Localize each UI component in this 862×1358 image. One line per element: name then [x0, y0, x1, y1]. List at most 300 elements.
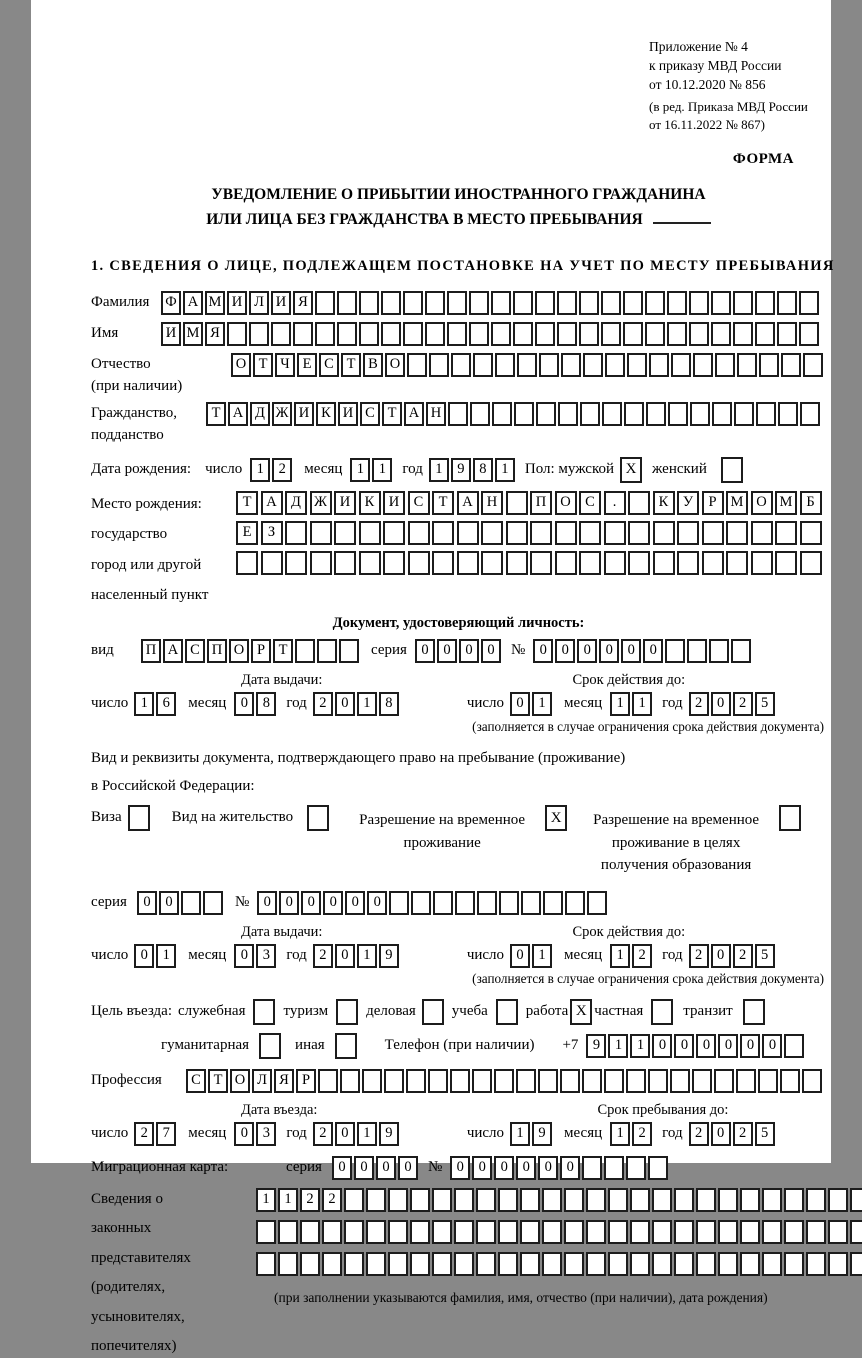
char-cell[interactable]: [781, 353, 801, 377]
char-cell[interactable]: [648, 1069, 668, 1093]
char-cell[interactable]: Л: [249, 291, 269, 315]
char-cell[interactable]: О: [231, 353, 251, 377]
char-cell[interactable]: [293, 322, 313, 346]
char-cell[interactable]: [628, 521, 650, 545]
char-cell[interactable]: [322, 1252, 342, 1276]
char-cell[interactable]: [850, 1188, 862, 1212]
char-cell[interactable]: 0: [159, 891, 179, 915]
char-cell[interactable]: Т: [208, 1069, 228, 1093]
char-cell[interactable]: [784, 1034, 804, 1058]
char-cell[interactable]: [630, 1252, 650, 1276]
char-cell[interactable]: 0: [711, 692, 731, 716]
char-cell[interactable]: [850, 1220, 862, 1244]
purpose-transit-checkbox[interactable]: [743, 999, 765, 1025]
char-cell[interactable]: 0: [652, 1034, 672, 1058]
char-cell[interactable]: [403, 322, 423, 346]
char-cell[interactable]: [623, 322, 643, 346]
char-cell[interactable]: [492, 402, 512, 426]
char-cell[interactable]: [557, 291, 577, 315]
char-cell[interactable]: С: [185, 639, 205, 663]
char-cell[interactable]: [653, 521, 675, 545]
char-cell[interactable]: С: [360, 402, 380, 426]
char-cell[interactable]: [337, 322, 357, 346]
char-cell[interactable]: Н: [426, 402, 446, 426]
char-cell[interactable]: [630, 1220, 650, 1244]
char-cell[interactable]: Т: [273, 639, 293, 663]
purpose-private-checkbox[interactable]: [651, 999, 673, 1025]
char-cell[interactable]: [538, 1069, 558, 1093]
char-cell[interactable]: [806, 1252, 826, 1276]
char-cell[interactable]: [649, 353, 669, 377]
char-cell[interactable]: [256, 1220, 276, 1244]
char-cell[interactable]: [278, 1220, 298, 1244]
char-cell[interactable]: 0: [510, 692, 530, 716]
char-cell[interactable]: Т: [382, 402, 402, 426]
char-cell[interactable]: 0: [301, 891, 321, 915]
char-cell[interactable]: [339, 639, 359, 663]
char-cell[interactable]: Б: [800, 491, 822, 515]
char-cell[interactable]: [784, 1188, 804, 1212]
char-cell[interactable]: [285, 521, 307, 545]
char-cell[interactable]: А: [404, 402, 424, 426]
char-cell[interactable]: Я: [274, 1069, 294, 1093]
char-cell[interactable]: [542, 1252, 562, 1276]
char-cell[interactable]: 0: [335, 944, 355, 968]
char-cell[interactable]: [477, 891, 497, 915]
char-cell[interactable]: 0: [577, 639, 597, 663]
char-cell[interactable]: [608, 1188, 628, 1212]
char-cell[interactable]: 7: [156, 1122, 176, 1146]
char-cell[interactable]: [579, 521, 601, 545]
char-cell[interactable]: [317, 639, 337, 663]
char-cell[interactable]: И: [338, 402, 358, 426]
char-cell[interactable]: У: [677, 491, 699, 515]
char-cell[interactable]: [285, 551, 307, 575]
char-cell[interactable]: И: [383, 491, 405, 515]
char-cell[interactable]: 0: [134, 944, 154, 968]
char-cell[interactable]: 0: [376, 1156, 396, 1180]
char-cell[interactable]: [555, 521, 577, 545]
char-cell[interactable]: 1: [610, 1122, 630, 1146]
char-cell[interactable]: [665, 639, 685, 663]
char-cell[interactable]: 9: [532, 1122, 552, 1146]
char-cell[interactable]: 1: [510, 1122, 530, 1146]
char-cell[interactable]: 0: [510, 944, 530, 968]
char-cell[interactable]: [775, 551, 797, 575]
char-cell[interactable]: О: [229, 639, 249, 663]
char-cell[interactable]: 0: [459, 639, 479, 663]
char-cell[interactable]: [425, 322, 445, 346]
char-cell[interactable]: [455, 891, 475, 915]
char-cell[interactable]: 0: [711, 944, 731, 968]
char-cell[interactable]: [604, 551, 626, 575]
char-cell[interactable]: [495, 353, 515, 377]
char-cell[interactable]: [450, 1069, 470, 1093]
char-cell[interactable]: П: [530, 491, 552, 515]
char-cell[interactable]: 0: [560, 1156, 580, 1180]
char-cell[interactable]: [557, 322, 577, 346]
char-cell[interactable]: 1: [532, 944, 552, 968]
char-cell[interactable]: [359, 291, 379, 315]
char-cell[interactable]: [645, 291, 665, 315]
char-cell[interactable]: Я: [205, 322, 225, 346]
char-cell[interactable]: [366, 1188, 386, 1212]
char-cell[interactable]: [726, 521, 748, 545]
char-cell[interactable]: [451, 353, 471, 377]
char-cell[interactable]: [410, 1252, 430, 1276]
char-cell[interactable]: [428, 1069, 448, 1093]
char-cell[interactable]: [580, 402, 600, 426]
char-cell[interactable]: [718, 1252, 738, 1276]
char-cell[interactable]: Р: [296, 1069, 316, 1093]
char-cell[interactable]: Л: [252, 1069, 272, 1093]
char-cell[interactable]: 2: [313, 692, 333, 716]
char-cell[interactable]: [388, 1220, 408, 1244]
char-cell[interactable]: [344, 1252, 364, 1276]
char-cell[interactable]: [828, 1220, 848, 1244]
char-cell[interactable]: 8: [379, 692, 399, 716]
char-cell[interactable]: [432, 1220, 452, 1244]
char-cell[interactable]: Т: [206, 402, 226, 426]
char-cell[interactable]: 0: [762, 1034, 782, 1058]
char-cell[interactable]: [762, 1252, 782, 1276]
char-cell[interactable]: О: [385, 353, 405, 377]
char-cell[interactable]: [517, 353, 537, 377]
char-cell[interactable]: М: [205, 291, 225, 315]
char-cell[interactable]: [383, 551, 405, 575]
char-cell[interactable]: А: [228, 402, 248, 426]
char-cell[interactable]: [181, 891, 201, 915]
char-cell[interactable]: 0: [323, 891, 343, 915]
char-cell[interactable]: [530, 521, 552, 545]
char-cell[interactable]: [800, 521, 822, 545]
char-cell[interactable]: [310, 521, 332, 545]
char-cell[interactable]: О: [555, 491, 577, 515]
char-cell[interactable]: [733, 291, 753, 315]
char-cell[interactable]: 1: [350, 458, 370, 482]
char-cell[interactable]: [762, 1220, 782, 1244]
char-cell[interactable]: 2: [134, 1122, 154, 1146]
char-cell[interactable]: 1: [608, 1034, 628, 1058]
char-cell[interactable]: [628, 551, 650, 575]
char-cell[interactable]: [469, 291, 489, 315]
char-cell[interactable]: [520, 1252, 540, 1276]
char-cell[interactable]: [408, 521, 430, 545]
char-cell[interactable]: 2: [689, 692, 709, 716]
char-cell[interactable]: [236, 551, 258, 575]
char-cell[interactable]: [406, 1069, 426, 1093]
char-cell[interactable]: [447, 291, 467, 315]
char-cell[interactable]: М: [726, 491, 748, 515]
char-cell[interactable]: 1: [357, 692, 377, 716]
char-cell[interactable]: П: [207, 639, 227, 663]
char-cell[interactable]: И: [334, 491, 356, 515]
char-cell[interactable]: 0: [234, 692, 254, 716]
char-cell[interactable]: [799, 291, 819, 315]
char-cell[interactable]: 2: [733, 944, 753, 968]
char-cell[interactable]: [696, 1220, 716, 1244]
char-cell[interactable]: Ч: [275, 353, 295, 377]
purpose-other-checkbox[interactable]: [335, 1033, 357, 1059]
char-cell[interactable]: [337, 291, 357, 315]
char-cell[interactable]: [558, 402, 578, 426]
char-cell[interactable]: [608, 1252, 628, 1276]
char-cell[interactable]: [734, 402, 754, 426]
char-cell[interactable]: [653, 551, 675, 575]
char-cell[interactable]: [454, 1188, 474, 1212]
char-cell[interactable]: [381, 291, 401, 315]
char-cell[interactable]: И: [294, 402, 314, 426]
char-cell[interactable]: [249, 322, 269, 346]
char-cell[interactable]: [433, 891, 453, 915]
char-cell[interactable]: [384, 1069, 404, 1093]
char-cell[interactable]: 0: [257, 891, 277, 915]
char-cell[interactable]: [586, 1188, 606, 1212]
char-cell[interactable]: С: [408, 491, 430, 515]
char-cell[interactable]: [777, 291, 797, 315]
char-cell[interactable]: [579, 322, 599, 346]
char-cell[interactable]: [652, 1252, 672, 1276]
char-cell[interactable]: [499, 891, 519, 915]
char-cell[interactable]: [696, 1252, 716, 1276]
char-cell[interactable]: [714, 1069, 734, 1093]
char-cell[interactable]: [715, 353, 735, 377]
char-cell[interactable]: [411, 891, 431, 915]
char-cell[interactable]: [604, 1156, 624, 1180]
char-cell[interactable]: [535, 291, 555, 315]
char-cell[interactable]: 1: [372, 458, 392, 482]
char-cell[interactable]: 0: [335, 692, 355, 716]
char-cell[interactable]: 9: [379, 1122, 399, 1146]
char-cell[interactable]: П: [141, 639, 161, 663]
char-cell[interactable]: 1: [134, 692, 154, 716]
char-cell[interactable]: 1: [256, 1188, 276, 1212]
char-cell[interactable]: [318, 1069, 338, 1093]
char-cell[interactable]: 0: [481, 639, 501, 663]
char-cell[interactable]: [432, 551, 454, 575]
char-cell[interactable]: 0: [354, 1156, 374, 1180]
char-cell[interactable]: [733, 322, 753, 346]
char-cell[interactable]: 0: [472, 1156, 492, 1180]
char-cell[interactable]: [784, 1220, 804, 1244]
char-cell[interactable]: [677, 521, 699, 545]
char-cell[interactable]: 0: [494, 1156, 514, 1180]
char-cell[interactable]: [627, 353, 647, 377]
char-cell[interactable]: [718, 1188, 738, 1212]
purpose-study-checkbox[interactable]: [496, 999, 518, 1025]
char-cell[interactable]: [388, 1252, 408, 1276]
char-cell[interactable]: [513, 291, 533, 315]
char-cell[interactable]: [608, 1220, 628, 1244]
char-cell[interactable]: [674, 1252, 694, 1276]
char-cell[interactable]: [736, 1069, 756, 1093]
char-cell[interactable]: [344, 1220, 364, 1244]
char-cell[interactable]: 2: [733, 692, 753, 716]
char-cell[interactable]: А: [163, 639, 183, 663]
char-cell[interactable]: М: [183, 322, 203, 346]
char-cell[interactable]: 2: [632, 1122, 652, 1146]
char-cell[interactable]: [579, 551, 601, 575]
char-cell[interactable]: [300, 1252, 320, 1276]
char-cell[interactable]: [689, 322, 709, 346]
char-cell[interactable]: [520, 1220, 540, 1244]
char-cell[interactable]: Т: [341, 353, 361, 377]
char-cell[interactable]: [322, 1220, 342, 1244]
char-cell[interactable]: 1: [610, 692, 630, 716]
char-cell[interactable]: [740, 1220, 760, 1244]
char-cell[interactable]: [514, 402, 534, 426]
char-cell[interactable]: 0: [533, 639, 553, 663]
char-cell[interactable]: [473, 353, 493, 377]
char-cell[interactable]: [432, 521, 454, 545]
char-cell[interactable]: [521, 891, 541, 915]
char-cell[interactable]: [310, 551, 332, 575]
char-cell[interactable]: [383, 521, 405, 545]
char-cell[interactable]: [454, 1220, 474, 1244]
char-cell[interactable]: [784, 1252, 804, 1276]
char-cell[interactable]: И: [271, 291, 291, 315]
char-cell[interactable]: 0: [450, 1156, 470, 1180]
purpose-tourism-checkbox[interactable]: [336, 999, 358, 1025]
char-cell[interactable]: [751, 551, 773, 575]
char-cell[interactable]: 2: [322, 1188, 342, 1212]
purpose-humanitarian-checkbox[interactable]: [259, 1033, 281, 1059]
char-cell[interactable]: [667, 291, 687, 315]
char-cell[interactable]: 1: [278, 1188, 298, 1212]
char-cell[interactable]: [777, 322, 797, 346]
male-checkbox[interactable]: X: [620, 457, 642, 483]
char-cell[interactable]: Т: [253, 353, 273, 377]
char-cell[interactable]: [740, 1252, 760, 1276]
char-cell[interactable]: [652, 1188, 672, 1212]
char-cell[interactable]: [362, 1069, 382, 1093]
char-cell[interactable]: [689, 291, 709, 315]
char-cell[interactable]: 0: [234, 944, 254, 968]
char-cell[interactable]: [506, 551, 528, 575]
char-cell[interactable]: 5: [755, 944, 775, 968]
char-cell[interactable]: [491, 322, 511, 346]
char-cell[interactable]: Д: [285, 491, 307, 515]
char-cell[interactable]: 1: [632, 692, 652, 716]
char-cell[interactable]: [800, 402, 820, 426]
char-cell[interactable]: [828, 1188, 848, 1212]
char-cell[interactable]: 0: [234, 1122, 254, 1146]
char-cell[interactable]: [366, 1220, 386, 1244]
char-cell[interactable]: [759, 353, 779, 377]
char-cell[interactable]: [740, 1188, 760, 1212]
char-cell[interactable]: [579, 291, 599, 315]
char-cell[interactable]: [702, 551, 724, 575]
char-cell[interactable]: [359, 521, 381, 545]
char-cell[interactable]: 1: [429, 458, 449, 482]
char-cell[interactable]: [582, 1069, 602, 1093]
char-cell[interactable]: [690, 402, 710, 426]
char-cell[interactable]: 2: [313, 944, 333, 968]
char-cell[interactable]: [300, 1220, 320, 1244]
char-cell[interactable]: [726, 551, 748, 575]
char-cell[interactable]: [506, 491, 528, 515]
char-cell[interactable]: [403, 291, 423, 315]
char-cell[interactable]: [586, 1220, 606, 1244]
char-cell[interactable]: [674, 1220, 694, 1244]
char-cell[interactable]: К: [316, 402, 336, 426]
char-cell[interactable]: [469, 322, 489, 346]
char-cell[interactable]: [711, 322, 731, 346]
char-cell[interactable]: [648, 1156, 668, 1180]
char-cell[interactable]: [261, 551, 283, 575]
char-cell[interactable]: 2: [300, 1188, 320, 1212]
char-cell[interactable]: [410, 1220, 430, 1244]
char-cell[interactable]: [457, 521, 479, 545]
char-cell[interactable]: [472, 1069, 492, 1093]
char-cell[interactable]: [850, 1252, 862, 1276]
char-cell[interactable]: [381, 322, 401, 346]
char-cell[interactable]: Т: [236, 491, 258, 515]
char-cell[interactable]: [454, 1252, 474, 1276]
char-cell[interactable]: [711, 291, 731, 315]
char-cell[interactable]: [806, 1188, 826, 1212]
temp-residence-checkbox[interactable]: X: [545, 805, 567, 831]
char-cell[interactable]: [425, 291, 445, 315]
char-cell[interactable]: Е: [236, 521, 258, 545]
char-cell[interactable]: [645, 322, 665, 346]
char-cell[interactable]: [692, 1069, 712, 1093]
char-cell[interactable]: [693, 353, 713, 377]
char-cell[interactable]: [513, 322, 533, 346]
char-cell[interactable]: [802, 1069, 822, 1093]
char-cell[interactable]: [494, 1069, 514, 1093]
char-cell[interactable]: [601, 291, 621, 315]
char-cell[interactable]: [366, 1252, 386, 1276]
char-cell[interactable]: 0: [415, 639, 435, 663]
char-cell[interactable]: Н: [481, 491, 503, 515]
char-cell[interactable]: 0: [538, 1156, 558, 1180]
char-cell[interactable]: [601, 322, 621, 346]
char-cell[interactable]: [586, 1252, 606, 1276]
char-cell[interactable]: [476, 1220, 496, 1244]
char-cell[interactable]: [646, 402, 666, 426]
char-cell[interactable]: 0: [711, 1122, 731, 1146]
char-cell[interactable]: [564, 1188, 584, 1212]
char-cell[interactable]: [476, 1252, 496, 1276]
char-cell[interactable]: [712, 402, 732, 426]
char-cell[interactable]: 0: [740, 1034, 760, 1058]
char-cell[interactable]: [542, 1188, 562, 1212]
char-cell[interactable]: Ф: [161, 291, 181, 315]
char-cell[interactable]: [671, 353, 691, 377]
char-cell[interactable]: 3: [256, 1122, 276, 1146]
char-cell[interactable]: 2: [689, 944, 709, 968]
char-cell[interactable]: [429, 353, 449, 377]
char-cell[interactable]: [565, 891, 585, 915]
char-cell[interactable]: [668, 402, 688, 426]
char-cell[interactable]: [410, 1188, 430, 1212]
char-cell[interactable]: [602, 402, 622, 426]
char-cell[interactable]: [498, 1252, 518, 1276]
char-cell[interactable]: З: [261, 521, 283, 545]
char-cell[interactable]: Т: [432, 491, 454, 515]
char-cell[interactable]: К: [653, 491, 675, 515]
char-cell[interactable]: [447, 322, 467, 346]
char-cell[interactable]: [731, 639, 751, 663]
char-cell[interactable]: [778, 402, 798, 426]
char-cell[interactable]: 9: [586, 1034, 606, 1058]
char-cell[interactable]: [626, 1156, 646, 1180]
char-cell[interactable]: [203, 891, 223, 915]
char-cell[interactable]: 0: [621, 639, 641, 663]
char-cell[interactable]: [432, 1188, 452, 1212]
char-cell[interactable]: 2: [272, 458, 292, 482]
